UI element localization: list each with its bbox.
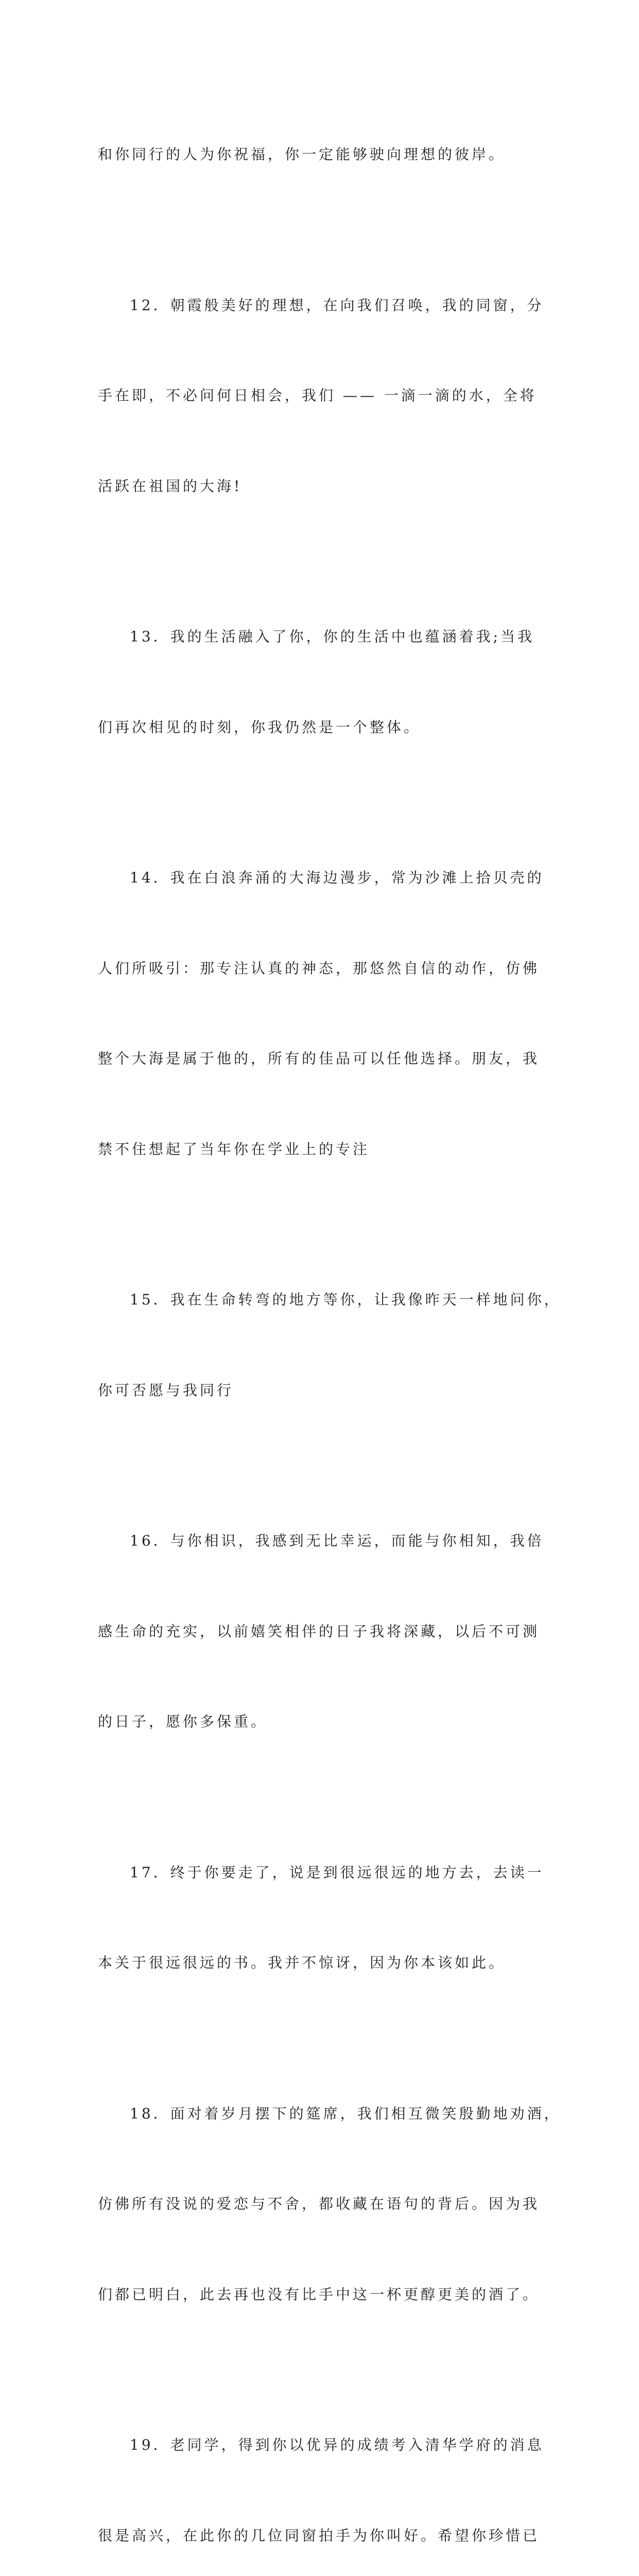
paragraph-12 <box>98 230 551 562</box>
text-line: 13．我的生活融入了你，你的生活中也蕴涵着我;当我 <box>130 628 535 645</box>
text-line: 12．朝霞般美好的理想，在向我们召唤，我的同窗，分 <box>130 296 544 314</box>
document-body <box>98 79 561 2576</box>
text-line: 和你同行的人为你祝福，你一定能够驶向理想的彼岸。 <box>98 146 506 163</box>
paragraph-17 <box>98 1798 551 2039</box>
paragraph-15 <box>98 1225 561 1466</box>
text-line: 本关于很远很远的书。我并不惊讶，因为你本该如此。 <box>98 1954 506 1971</box>
text-line: 14．我在白浪奔涌的大海边漫步，常为沙滩上拾贝壳的 <box>130 869 544 886</box>
text-line: 手在即，不必问何日相会，我们 —— 一滴一滴的水，全将 <box>98 387 537 404</box>
text-line: 仿佛所有没说的爱恋与不舍，都收藏在语句的背后。因为我 <box>98 2195 540 2212</box>
text-line: 的日子，愿你多保重。 <box>98 1713 268 1730</box>
text-line: 感生命的充实，以前嬉笑相伴的日子我将深藏，以后不可测 <box>98 1622 540 1640</box>
text-line: 16．与你相识，我感到无比幸运，而能与你相知，我倍 <box>130 1532 544 1549</box>
text-line: 你可否愿与我同行 <box>98 1381 234 1399</box>
paragraph-14 <box>98 803 551 1225</box>
paragraph-13 <box>98 562 551 803</box>
text-line: 人们所吸引：那专注认真的神态，那悠然自信的动作，仿佛 <box>98 959 540 977</box>
paragraph-continuation <box>98 79 551 230</box>
text-line: 19．老同学，得到你以优异的成绩考入清华学府的消息 <box>130 2436 544 2453</box>
text-line: 整个大海是属于他的，所有的佳品可以任他选择。朋友，我 <box>98 1050 540 1067</box>
text-line: 15．我在生命转弯的地方等你，让我像昨天一样地问你， <box>130 1291 561 1308</box>
paragraph-19 <box>98 2370 551 2576</box>
text-line: 17．终于你要走了，说是到很远很远的地方去，去读一 <box>130 1863 544 1881</box>
text-line: 很是高兴，在此你的几位同窗拍手为你叫好。希望你珍惜已 <box>98 2527 540 2544</box>
paragraph-18 <box>98 2039 561 2370</box>
text-line: 们都已明白，此去再也没有比手中这一杯更醇更美的酒了。 <box>98 2285 540 2303</box>
text-line: 活跃在祖国的大海! <box>98 477 243 495</box>
text-line: 们再次相见的时刻，你我仍然是一个整体。 <box>98 718 421 736</box>
paragraph-16 <box>98 1466 551 1798</box>
text-line: 禁不住想起了当年你在学业上的专注 <box>98 1140 370 1158</box>
text-line: 18．面对着岁月摆下的筵席，我们相互微笑殷勤地劝酒， <box>130 2105 561 2122</box>
